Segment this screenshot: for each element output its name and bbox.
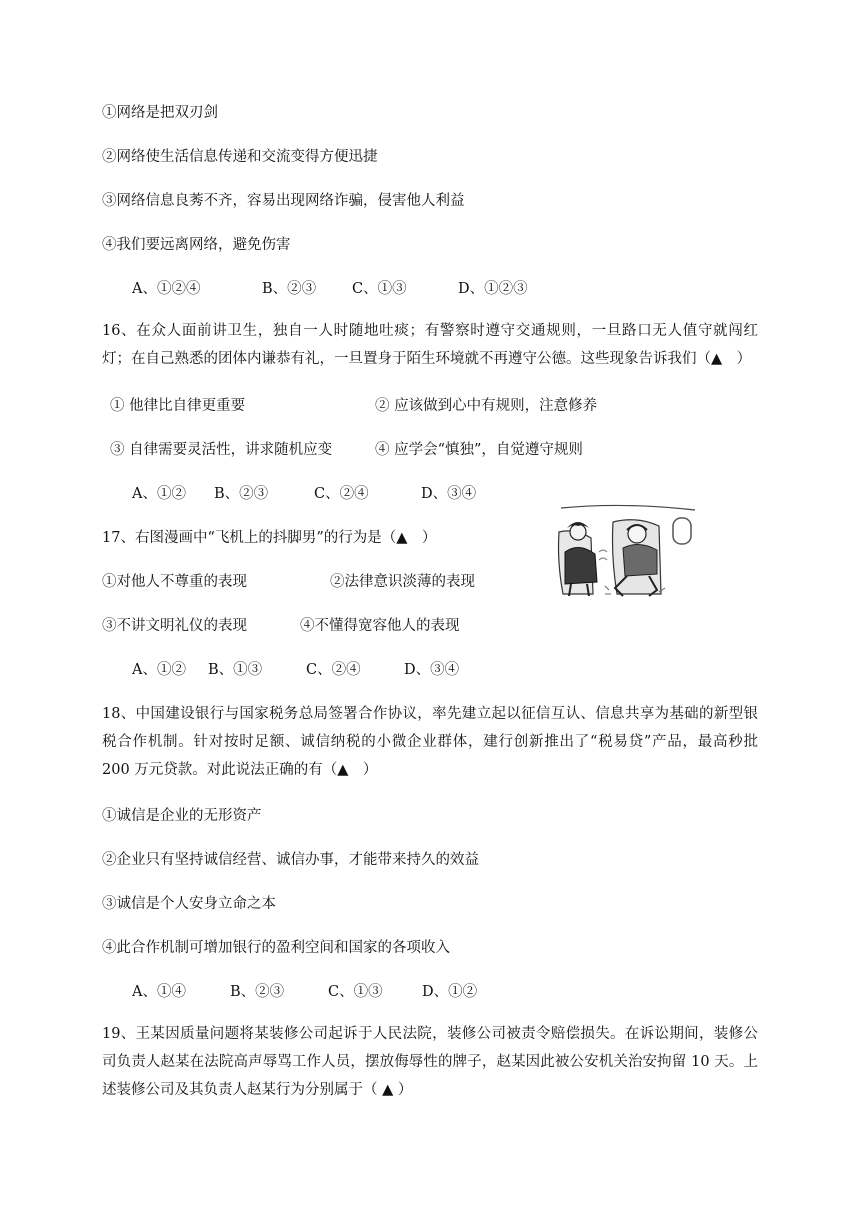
q17-option-b: B、①③ [208,662,263,678]
q16-stem: 16、在众人面前讲卫生，独自一人时随地吐痰；有警察时遵守交通规则，一旦路口无人值守就闯红灯；在自己熟悉的团体内谦恭有礼，一旦置身于陌生环境就不再遵守公德。这些现象告诉我们（▲ ） [102,323,758,367]
q18-option-c: C、①③ [328,984,383,1000]
q16-statement-3: ③ 自律需要灵活性，讲求随机应变 [110,442,333,458]
q18-option-d: D、①② [422,984,478,1000]
q18-stem: 18、中国建设银行与国家税务总局签署合作协议，率先建立起以征信互认、信息共享为基础的新型银税合作机制。针对按时足额、诚信纳税的小微企业群体，建行创新推出了“税易贷”产品，最高秒批 200 万元贷款。对此说法正确的有（▲ ） [102,706,758,778]
q16-statement-4: ④ 应学会“慎独”，自觉遵守规则 [375,442,583,458]
q17-statement-1: ①对他人不尊重的表现 [102,574,247,590]
q15-statement-4: ④我们要远离网络，避免伤害 [102,237,291,253]
q17-statement-3: ③不讲文明礼仪的表现 [102,618,247,634]
q16-option-c: C、②④ [314,486,369,502]
q18-statement-2: ②企业只有坚持诚信经营、诚信办事，才能带来持久的效益 [102,852,479,868]
q17-option-c: C、②④ [306,662,361,678]
q17-statement-4: ④不懂得宽容他人的表现 [300,618,460,634]
q16-option-a: A、①② [132,486,186,502]
airplane-cartoon-icon [553,502,698,600]
q15-statement-1: ①网络是把双刃剑 [102,105,218,121]
q15-statement-3: ③网络信息良莠不齐，容易出现网络诈骗，侵害他人利益 [102,193,465,209]
q15-option-a: A、①②④ [132,281,201,297]
q15-option-d: D、①②③ [458,281,528,297]
q17-option-d: D、③④ [404,662,460,678]
q18-option-a: A、①④ [132,984,186,1000]
q18-statement-3: ③诚信是个人安身立命之本 [102,896,276,912]
q16-statement-2: ② 应该做到心中有规则，注意修养 [375,398,598,414]
q17-statement-2: ②法律意识淡薄的表现 [330,574,475,590]
q17-option-a: A、①② [132,662,186,678]
q15-option-b: B、②③ [262,281,317,297]
q16-option-d: D、③④ [421,486,477,502]
q16-option-b: B、②③ [214,486,269,502]
q18-statement-4: ④此合作机制可增加银行的盈利空间和国家的各项收入 [102,940,450,956]
q16-statement-1: ① 他律比自律更重要 [110,398,246,414]
q17-stem: 17、右图漫画中“飞机上的抖脚男”的行为是（▲ ） [102,530,437,546]
q19-stem: 19、王某因质量问题将某装修公司起诉于人民法院，装修公司被责令赔偿损失。在诉讼期间，装修公司负责人赵某在法院高声辱骂工作人员，摆放侮辱性的牌子，赵某因此被公安机关治安拘留 10 天。上述装修公司及其负责人赵某行为分别属于（ ▲ ） [102,1026,758,1098]
q18-statement-1: ①诚信是企业的无形资产 [102,808,262,824]
q15-statement-2: ②网络使生活信息传递和交流变得方便迅捷 [102,149,378,165]
q18-option-b: B、②③ [230,984,285,1000]
q15-option-c: C、①③ [352,281,407,297]
